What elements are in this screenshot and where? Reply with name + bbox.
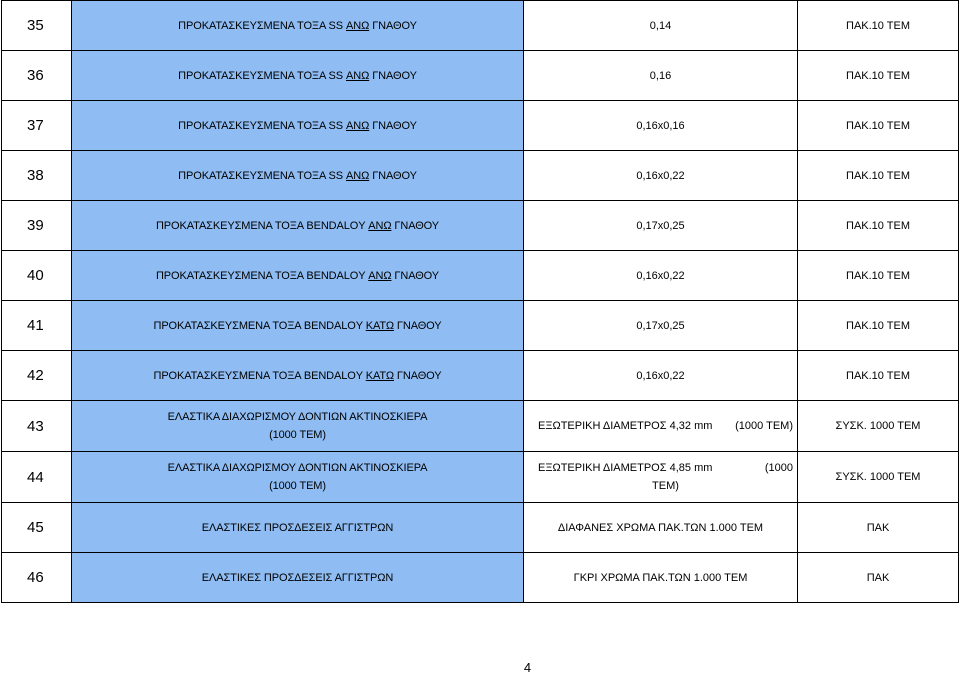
row-number: 40 [2, 251, 72, 301]
row-package: ΠΑΚ [798, 553, 959, 603]
row-dimension: ΓΚΡΙ ΧΡΩΜΑ ΠΑΚ.ΤΩΝ 1.000 ΤΕΜ [524, 553, 798, 603]
product-table [1, 0, 959, 603]
row-package: ΠΑΚ.10 ΤΕΜ [798, 1, 959, 51]
row-number: 41 [2, 301, 72, 351]
row-dimension: 0,17x0,25 [524, 301, 798, 351]
row-dimension: ΕΞΩΤΕΡΙΚΗ ΔΙΑΜΕΤΡΟΣ 4,32 mm (1000 ΤΕΜ) [524, 401, 798, 452]
row-dimension: 0,16x0,22 [524, 351, 798, 401]
row-description: ΕΛΑΣΤΙΚΕΣ ΠΡΟΣΔΕΣΕΙΣ ΑΓΓΙΣΤΡΩΝ [72, 503, 524, 553]
table-row [2, 151, 959, 201]
row-dimension: 0,16x0,22 [524, 151, 798, 201]
row-dimension: 0,16x0,22 [524, 251, 798, 301]
table-row [2, 503, 959, 553]
row-number: 39 [2, 201, 72, 251]
row-dimension: 0,16 [524, 51, 798, 101]
table-row [2, 452, 959, 503]
row-description: ΠΡΟΚΑΤΑΣΚΕΥΣΜΕΝΑ ΤΟΞΑ SS ΑΝΩ ΓΝΑΘΟΥ [72, 51, 524, 101]
table-row [2, 553, 959, 603]
row-package: ΠΑΚ.10 ΤΕΜ [798, 51, 959, 101]
row-description: ΕΛΑΣΤΙΚΑ ΔΙΑΧΩΡΙΣΜΟΥ ΔΟΝΤΙΩΝ ΑΚΤΙΝΟΣΚΙΕΡΑ (1000 ΤΕΜ) [72, 452, 524, 503]
row-description: ΠΡΟΚΑΤΑΣΚΕΥΣΜΕΝΑ ΤΟΞΑ SS ΑΝΩ ΓΝΑΘΟΥ [72, 1, 524, 51]
row-number: 35 [2, 1, 72, 51]
table-row [2, 1, 959, 51]
row-number: 44 [2, 452, 72, 503]
row-dimension: 0,17x0,25 [524, 201, 798, 251]
row-description: ΠΡΟΚΑΤΑΣΚΕΥΣΜΕΝΑ ΤΟΞΑ BENDALOY ΚΑΤΩ ΓΝΑΘΟΥ [72, 351, 524, 401]
row-package: ΣΥΣΚ. 1000 ΤΕΜ [798, 401, 959, 452]
row-number: 45 [2, 503, 72, 553]
row-number: 46 [2, 553, 72, 603]
row-package: ΠΑΚ [798, 503, 959, 553]
row-description: ΠΡΟΚΑΤΑΣΚΕΥΣΜΕΝΑ ΤΟΞΑ BENDALOY ΑΝΩ ΓΝΑΘΟΥ [72, 251, 524, 301]
row-description: ΠΡΟΚΑΤΑΣΚΕΥΣΜΕΝΑ ΤΟΞΑ BENDALOY ΚΑΤΩ ΓΝΑΘΟΥ [72, 301, 524, 351]
row-description: ΕΛΑΣΤΙΚΕΣ ΠΡΟΣΔΕΣΕΙΣ ΑΓΓΙΣΤΡΩΝ [72, 553, 524, 603]
row-description: ΠΡΟΚΑΤΑΣΚΕΥΣΜΕΝΑ ΤΟΞΑ BENDALOY ΑΝΩ ΓΝΑΘΟΥ [72, 201, 524, 251]
table-row [2, 251, 959, 301]
row-number: 42 [2, 351, 72, 401]
row-number: 43 [2, 401, 72, 452]
row-package: ΠΑΚ.10 ΤΕΜ [798, 351, 959, 401]
table-row [2, 351, 959, 401]
row-number: 37 [2, 101, 72, 151]
row-description: ΕΛΑΣΤΙΚΑ ΔΙΑΧΩΡΙΣΜΟΥ ΔΟΝΤΙΩΝ ΑΚΤΙΝΟΣΚΙΕΡΑ (1000 ΤΕΜ) [72, 401, 524, 452]
row-package: ΠΑΚ.10 ΤΕΜ [798, 251, 959, 301]
row-dimension: 0,16x0,16 [524, 101, 798, 151]
row-package: ΠΑΚ.10 ΤΕΜ [798, 201, 959, 251]
row-package: ΠΑΚ.10 ΤΕΜ [798, 101, 959, 151]
table-row [2, 201, 959, 251]
row-dimension: ΕΞΩΤΕΡΙΚΗ ΔΙΑΜΕΤΡΟΣ 4,85 mm (1000 ΤΕΜ) [524, 452, 798, 503]
product-sheet [1, 0, 958, 603]
table-row [2, 301, 959, 351]
row-dimension: ΔΙΑΦΑΝΕΣ ΧΡΩΜΑ ΠΑΚ.ΤΩΝ 1.000 ΤΕΜ [524, 503, 798, 553]
row-package: ΣΥΣΚ. 1000 ΤΕΜ [798, 452, 959, 503]
row-number: 38 [2, 151, 72, 201]
table-row [2, 51, 959, 101]
row-description: ΠΡΟΚΑΤΑΣΚΕΥΣΜΕΝΑ ΤΟΞΑ SS ΑΝΩ ΓΝΑΘΟΥ [72, 101, 524, 151]
row-package: ΠΑΚ.10 ΤΕΜ [798, 301, 959, 351]
page-number: 4 [523, 660, 532, 675]
row-description: ΠΡΟΚΑΤΑΣΚΕΥΣΜΕΝΑ ΤΟΞΑ SS ΑΝΩ ΓΝΑΘΟΥ [72, 151, 524, 201]
row-package: ΠΑΚ.10 ΤΕΜ [798, 151, 959, 201]
row-number: 36 [2, 51, 72, 101]
table-row [2, 401, 959, 452]
table-row [2, 101, 959, 151]
row-dimension: 0,14 [524, 1, 798, 51]
